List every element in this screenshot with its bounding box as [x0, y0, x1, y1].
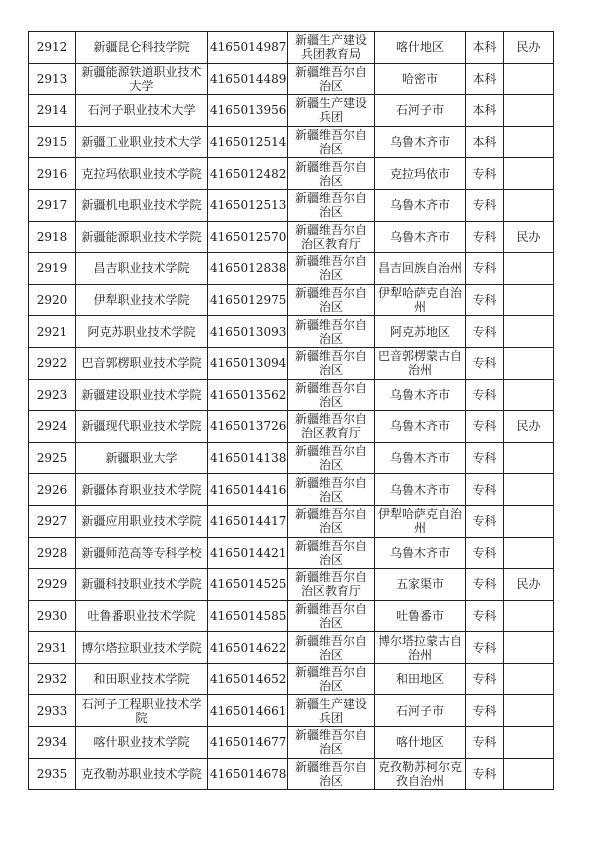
- row-number-cell: 2913: [29, 63, 76, 95]
- authority-cell: 新疆维吾尔自治区教育厅: [288, 569, 375, 601]
- row-number-cell: 2920: [29, 284, 76, 316]
- note-cell: [504, 63, 554, 95]
- level-cell: 专科: [466, 695, 504, 727]
- level-cell: 专科: [466, 600, 504, 632]
- authority-cell: 新疆维吾尔自治区教育厅: [288, 411, 375, 443]
- authority-cell: 新疆维吾尔自治区: [288, 63, 375, 95]
- authority-cell: 新疆维吾尔自治区: [288, 727, 375, 759]
- level-cell: 本科: [466, 63, 504, 95]
- authority-cell: 新疆生产建设兵团: [288, 695, 375, 727]
- row-number-cell: 2927: [29, 505, 76, 537]
- table-row: [29, 63, 554, 95]
- school-name-cell: 伊犁职业技术学院: [76, 284, 208, 316]
- school-name-cell: 阿克苏职业技术学院: [76, 316, 208, 348]
- location-cell: 吐鲁番市: [375, 600, 466, 632]
- table-row: [29, 505, 554, 537]
- school-code-cell: 4165014138: [208, 442, 288, 474]
- school-name-cell: 昌吉职业技术学院: [76, 253, 208, 285]
- location-cell: 克拉玛依市: [375, 158, 466, 190]
- level-cell: 本科: [466, 95, 504, 127]
- school-code-cell: 4165013094: [208, 347, 288, 379]
- school-code-cell: 4165013956: [208, 95, 288, 127]
- location-cell: 乌鲁木齐市: [375, 474, 466, 506]
- school-list-table: [28, 31, 554, 790]
- row-number-cell: 2919: [29, 253, 76, 285]
- school-name-cell: 石河子工程职业技术学院: [76, 695, 208, 727]
- table-row: [29, 95, 554, 127]
- school-name-cell: 新疆能源职业技术学院: [76, 221, 208, 253]
- location-cell: 和田地区: [375, 663, 466, 695]
- school-code-cell: 4165012570: [208, 221, 288, 253]
- location-cell: 五家渠市: [375, 569, 466, 601]
- note-cell: [504, 663, 554, 695]
- row-number-cell: 2933: [29, 695, 76, 727]
- school-code-cell: 4165014585: [208, 600, 288, 632]
- note-cell: 民办: [504, 221, 554, 253]
- row-number-cell: 2917: [29, 189, 76, 221]
- note-cell: [504, 537, 554, 569]
- authority-cell: 新疆维吾尔自治区: [288, 505, 375, 537]
- school-name-cell: 石河子职业技术大学: [76, 95, 208, 127]
- note-cell: 民办: [504, 569, 554, 601]
- row-number-cell: 2915: [29, 126, 76, 158]
- school-code-cell: 4165014417: [208, 505, 288, 537]
- row-number-cell: 2925: [29, 442, 76, 474]
- school-name-cell: 新疆建设职业技术学院: [76, 379, 208, 411]
- authority-cell: 新疆维吾尔自治区: [288, 253, 375, 285]
- note-cell: [504, 442, 554, 474]
- authority-cell: 新疆维吾尔自治区: [288, 600, 375, 632]
- school-code-cell: 4165013562: [208, 379, 288, 411]
- school-name-cell: 新疆应用职业技术学院: [76, 505, 208, 537]
- level-cell: 专科: [466, 569, 504, 601]
- authority-cell: 新疆维吾尔自治区: [288, 663, 375, 695]
- table-row: [29, 158, 554, 190]
- school-name-cell: 新疆工业职业技术大学: [76, 126, 208, 158]
- level-cell: 专科: [466, 316, 504, 348]
- school-code-cell: 4165014489: [208, 63, 288, 95]
- school-list-table-wrapper: [28, 31, 554, 790]
- school-name-cell: 巴音郭楞职业技术学院: [76, 347, 208, 379]
- row-number-cell: 2912: [29, 32, 76, 64]
- note-cell: [504, 158, 554, 190]
- authority-cell: 新疆维吾尔自治区: [288, 442, 375, 474]
- school-name-cell: 新疆体育职业技术学院: [76, 474, 208, 506]
- location-cell: 乌鲁木齐市: [375, 189, 466, 221]
- school-name-cell: 新疆机电职业技术学院: [76, 189, 208, 221]
- location-cell: 乌鲁木齐市: [375, 411, 466, 443]
- location-cell: 伊犁哈萨克自治州: [375, 505, 466, 537]
- authority-cell: 新疆维吾尔自治区: [288, 189, 375, 221]
- school-code-cell: 4165012838: [208, 253, 288, 285]
- note-cell: [504, 600, 554, 632]
- authority-cell: 新疆维吾尔自治区: [288, 158, 375, 190]
- table-row: [29, 221, 554, 253]
- school-name-cell: 克拉玛依职业技术学院: [76, 158, 208, 190]
- note-cell: [504, 758, 554, 790]
- note-cell: [504, 379, 554, 411]
- level-cell: 专科: [466, 158, 504, 190]
- note-cell: [504, 695, 554, 727]
- level-cell: 专科: [466, 347, 504, 379]
- note-cell: [504, 347, 554, 379]
- level-cell: 专科: [466, 221, 504, 253]
- row-number-cell: 2922: [29, 347, 76, 379]
- level-cell: 专科: [466, 284, 504, 316]
- table-row: [29, 347, 554, 379]
- level-cell: 专科: [466, 727, 504, 759]
- location-cell: 喀什地区: [375, 727, 466, 759]
- school-code-cell: 4165012975: [208, 284, 288, 316]
- row-number-cell: 2916: [29, 158, 76, 190]
- authority-cell: 新疆生产建设兵团: [288, 95, 375, 127]
- table-row: [29, 442, 554, 474]
- location-cell: 巴音郭楞蒙古自治州: [375, 347, 466, 379]
- school-name-cell: 和田职业技术学院: [76, 663, 208, 695]
- row-number-cell: 2935: [29, 758, 76, 790]
- level-cell: 本科: [466, 32, 504, 64]
- location-cell: 克孜勒苏柯尔克孜自治州: [375, 758, 466, 790]
- level-cell: 专科: [466, 758, 504, 790]
- table-row: [29, 284, 554, 316]
- location-cell: 乌鲁木齐市: [375, 537, 466, 569]
- authority-cell: 新疆维吾尔自治区: [288, 126, 375, 158]
- location-cell: 阿克苏地区: [375, 316, 466, 348]
- school-name-cell: 新疆昆仑科技学院: [76, 32, 208, 64]
- location-cell: 昌吉回族自治州: [375, 253, 466, 285]
- authority-cell: 新疆维吾尔自治区: [288, 758, 375, 790]
- school-name-cell: 新疆师范高等专科学校: [76, 537, 208, 569]
- row-number-cell: 2929: [29, 569, 76, 601]
- row-number-cell: 2932: [29, 663, 76, 695]
- authority-cell: 新疆生产建设兵团教育局: [288, 32, 375, 64]
- authority-cell: 新疆维吾尔自治区: [288, 284, 375, 316]
- row-number-cell: 2921: [29, 316, 76, 348]
- row-number-cell: 2914: [29, 95, 76, 127]
- location-cell: 哈密市: [375, 63, 466, 95]
- table-row: [29, 727, 554, 759]
- note-cell: [504, 126, 554, 158]
- school-code-cell: 4165012514: [208, 126, 288, 158]
- note-cell: [504, 727, 554, 759]
- school-code-cell: 4165014421: [208, 537, 288, 569]
- authority-cell: 新疆维吾尔自治区: [288, 379, 375, 411]
- table-row: [29, 632, 554, 664]
- row-number-cell: 2934: [29, 727, 76, 759]
- authority-cell: 新疆维吾尔自治区: [288, 537, 375, 569]
- school-code-cell: 4165014416: [208, 474, 288, 506]
- level-cell: 专科: [466, 505, 504, 537]
- school-code-cell: 4165014661: [208, 695, 288, 727]
- school-code-cell: 4165014677: [208, 727, 288, 759]
- note-cell: [504, 189, 554, 221]
- table-row: [29, 189, 554, 221]
- school-name-cell: 新疆职业大学: [76, 442, 208, 474]
- level-cell: 专科: [466, 632, 504, 664]
- table-body: [29, 32, 554, 790]
- note-cell: [504, 316, 554, 348]
- table-row: [29, 379, 554, 411]
- level-cell: 专科: [466, 537, 504, 569]
- table-row: [29, 663, 554, 695]
- location-cell: 石河子市: [375, 695, 466, 727]
- authority-cell: 新疆维吾尔自治区: [288, 316, 375, 348]
- level-cell: 专科: [466, 411, 504, 443]
- table-row: [29, 316, 554, 348]
- school-code-cell: 4165013093: [208, 316, 288, 348]
- level-cell: 专科: [466, 663, 504, 695]
- level-cell: 本科: [466, 126, 504, 158]
- note-cell: [504, 253, 554, 285]
- level-cell: 专科: [466, 442, 504, 474]
- authority-cell: 新疆维吾尔自治区: [288, 632, 375, 664]
- row-number-cell: 2930: [29, 600, 76, 632]
- table-row: [29, 600, 554, 632]
- school-code-cell: 4165014525: [208, 569, 288, 601]
- location-cell: 乌鲁木齐市: [375, 379, 466, 411]
- row-number-cell: 2918: [29, 221, 76, 253]
- table-row: [29, 758, 554, 790]
- school-name-cell: 吐鲁番职业技术学院: [76, 600, 208, 632]
- school-code-cell: 4165014622: [208, 632, 288, 664]
- location-cell: 乌鲁木齐市: [375, 221, 466, 253]
- location-cell: 喀什地区: [375, 32, 466, 64]
- table-row: [29, 474, 554, 506]
- note-cell: [504, 95, 554, 127]
- note-cell: [504, 632, 554, 664]
- authority-cell: 新疆维吾尔自治区: [288, 347, 375, 379]
- school-code-cell: 4165014678: [208, 758, 288, 790]
- row-number-cell: 2923: [29, 379, 76, 411]
- note-cell: [504, 505, 554, 537]
- level-cell: 专科: [466, 379, 504, 411]
- location-cell: 石河子市: [375, 95, 466, 127]
- note-cell: [504, 474, 554, 506]
- level-cell: 专科: [466, 474, 504, 506]
- school-name-cell: 博尔塔拉职业技术学院: [76, 632, 208, 664]
- row-number-cell: 2931: [29, 632, 76, 664]
- school-name-cell: 新疆科技职业技术学院: [76, 569, 208, 601]
- note-cell: [504, 284, 554, 316]
- table-row: [29, 411, 554, 443]
- school-name-cell: 新疆现代职业技术学院: [76, 411, 208, 443]
- table-row: [29, 695, 554, 727]
- school-code-cell: 4165013726: [208, 411, 288, 443]
- table-row: [29, 126, 554, 158]
- table-row: [29, 253, 554, 285]
- location-cell: 博尔塔拉蒙古自治州: [375, 632, 466, 664]
- location-cell: 伊犁哈萨克自治州: [375, 284, 466, 316]
- school-code-cell: 4165012513: [208, 189, 288, 221]
- school-code-cell: 4165014652: [208, 663, 288, 695]
- level-cell: 专科: [466, 253, 504, 285]
- note-cell: 民办: [504, 32, 554, 64]
- school-name-cell: 喀什职业技术学院: [76, 727, 208, 759]
- table-row: [29, 569, 554, 601]
- location-cell: 乌鲁木齐市: [375, 442, 466, 474]
- authority-cell: 新疆维吾尔自治区教育厅: [288, 221, 375, 253]
- authority-cell: 新疆维吾尔自治区: [288, 474, 375, 506]
- table-row: [29, 32, 554, 64]
- location-cell: 乌鲁木齐市: [375, 126, 466, 158]
- table-row: [29, 537, 554, 569]
- school-code-cell: 4165014987: [208, 32, 288, 64]
- school-code-cell: 4165012482: [208, 158, 288, 190]
- row-number-cell: 2928: [29, 537, 76, 569]
- school-name-cell: 克孜勒苏职业技术学院: [76, 758, 208, 790]
- school-name-cell: 新疆能源铁道职业技术大学: [76, 63, 208, 95]
- row-number-cell: 2924: [29, 411, 76, 443]
- level-cell: 专科: [466, 189, 504, 221]
- row-number-cell: 2926: [29, 474, 76, 506]
- note-cell: 民办: [504, 411, 554, 443]
